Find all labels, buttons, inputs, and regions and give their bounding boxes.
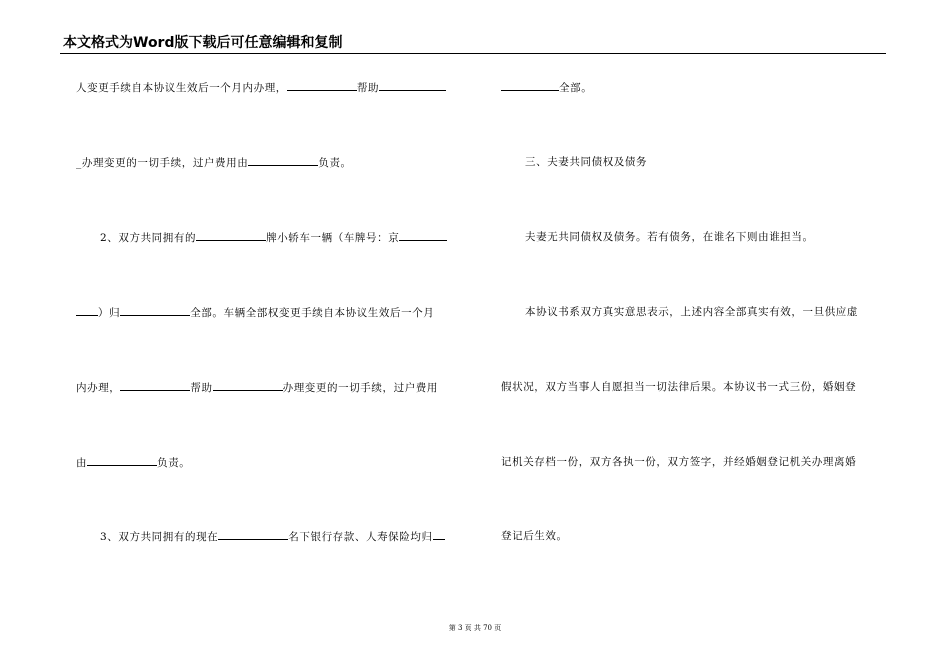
left-line-3 [100,230,447,245]
fill-blank [76,305,98,316]
left-line-7-text-b: 名下银行存款、人寿保险均归 [288,531,433,543]
fill-blank [213,380,283,391]
fill-blank [379,80,446,91]
left-line-1-text-a: 人变更手续自本协议生效后一个月内办理， [76,82,287,94]
right-line-6: 记机关存档一份，双方各执一份，双方签字，并经婚姻登记机关办理离婚 [501,456,857,468]
fill-blank [120,380,190,391]
left-line-3-text-b: 牌小轿车一辆（车牌号：京 [266,232,400,244]
right-line-1-text: 全部。 [559,82,593,94]
left-line-6-text-b: 负责。 [157,457,191,469]
right-line-4: 本协议书系双方真实意思表示，上述内容全部真实有效，一旦供应虚 [525,306,858,318]
left-line-1-text-b: 帮助 [356,82,380,94]
fill-blank [287,80,357,91]
page-number-footer: 第 3 页 共 70 页 [448,624,502,632]
fill-blank [218,529,288,540]
page-header-title: 本文格式为Word版下载后可任意编辑和复制 [63,35,343,51]
left-line-6-text-a: 由 [76,457,88,469]
left-line-5-text-c: 办理变更的一切手续，过户费用 [282,382,439,394]
left-line-2 [76,155,352,170]
left-line-2-text-b: 负责。 [318,157,352,169]
left-line-3-text-a: 2、双方共同拥有的 [100,232,197,244]
left-line-5-text-b: 帮助 [190,382,213,394]
left-line-1 [76,80,446,95]
fill-blank [433,529,445,540]
right-line-5: 假状况，双方当事人自愿担当一切法律后果。本协议书一式三份，婚姻登 [501,381,857,393]
fill-blank [248,155,318,166]
right-line-3: 夫妻无共同债权及债务。若有债务，在谁名下则由谁担当。 [525,231,814,243]
left-line-4 [76,305,434,320]
fill-blank [120,305,190,316]
left-line-5-text-a: 内办理， [76,382,121,394]
fill-blank [87,455,157,466]
left-line-5 [76,380,438,395]
left-line-7 [100,529,445,544]
right-section-heading: 三、夫妻共同债权及债务 [525,156,648,168]
left-line-2-text-a: _办理变更的一切手续，过户费用由 [76,157,249,169]
left-line-4-text-b: 全部。车辆全部权变更手续自本协议生效后一个月 [190,307,435,319]
fill-blank [501,80,559,91]
right-line-7: 登记后生效。 [501,530,568,542]
left-line-7-text-a: 3、双方共同拥有的现在 [100,531,219,543]
left-line-4-text-a: ）归 [98,307,121,319]
right-line-1 [501,80,592,95]
fill-blank [196,230,266,241]
left-line-6 [76,455,190,470]
fill-blank [399,230,447,241]
header-divider [60,53,886,54]
